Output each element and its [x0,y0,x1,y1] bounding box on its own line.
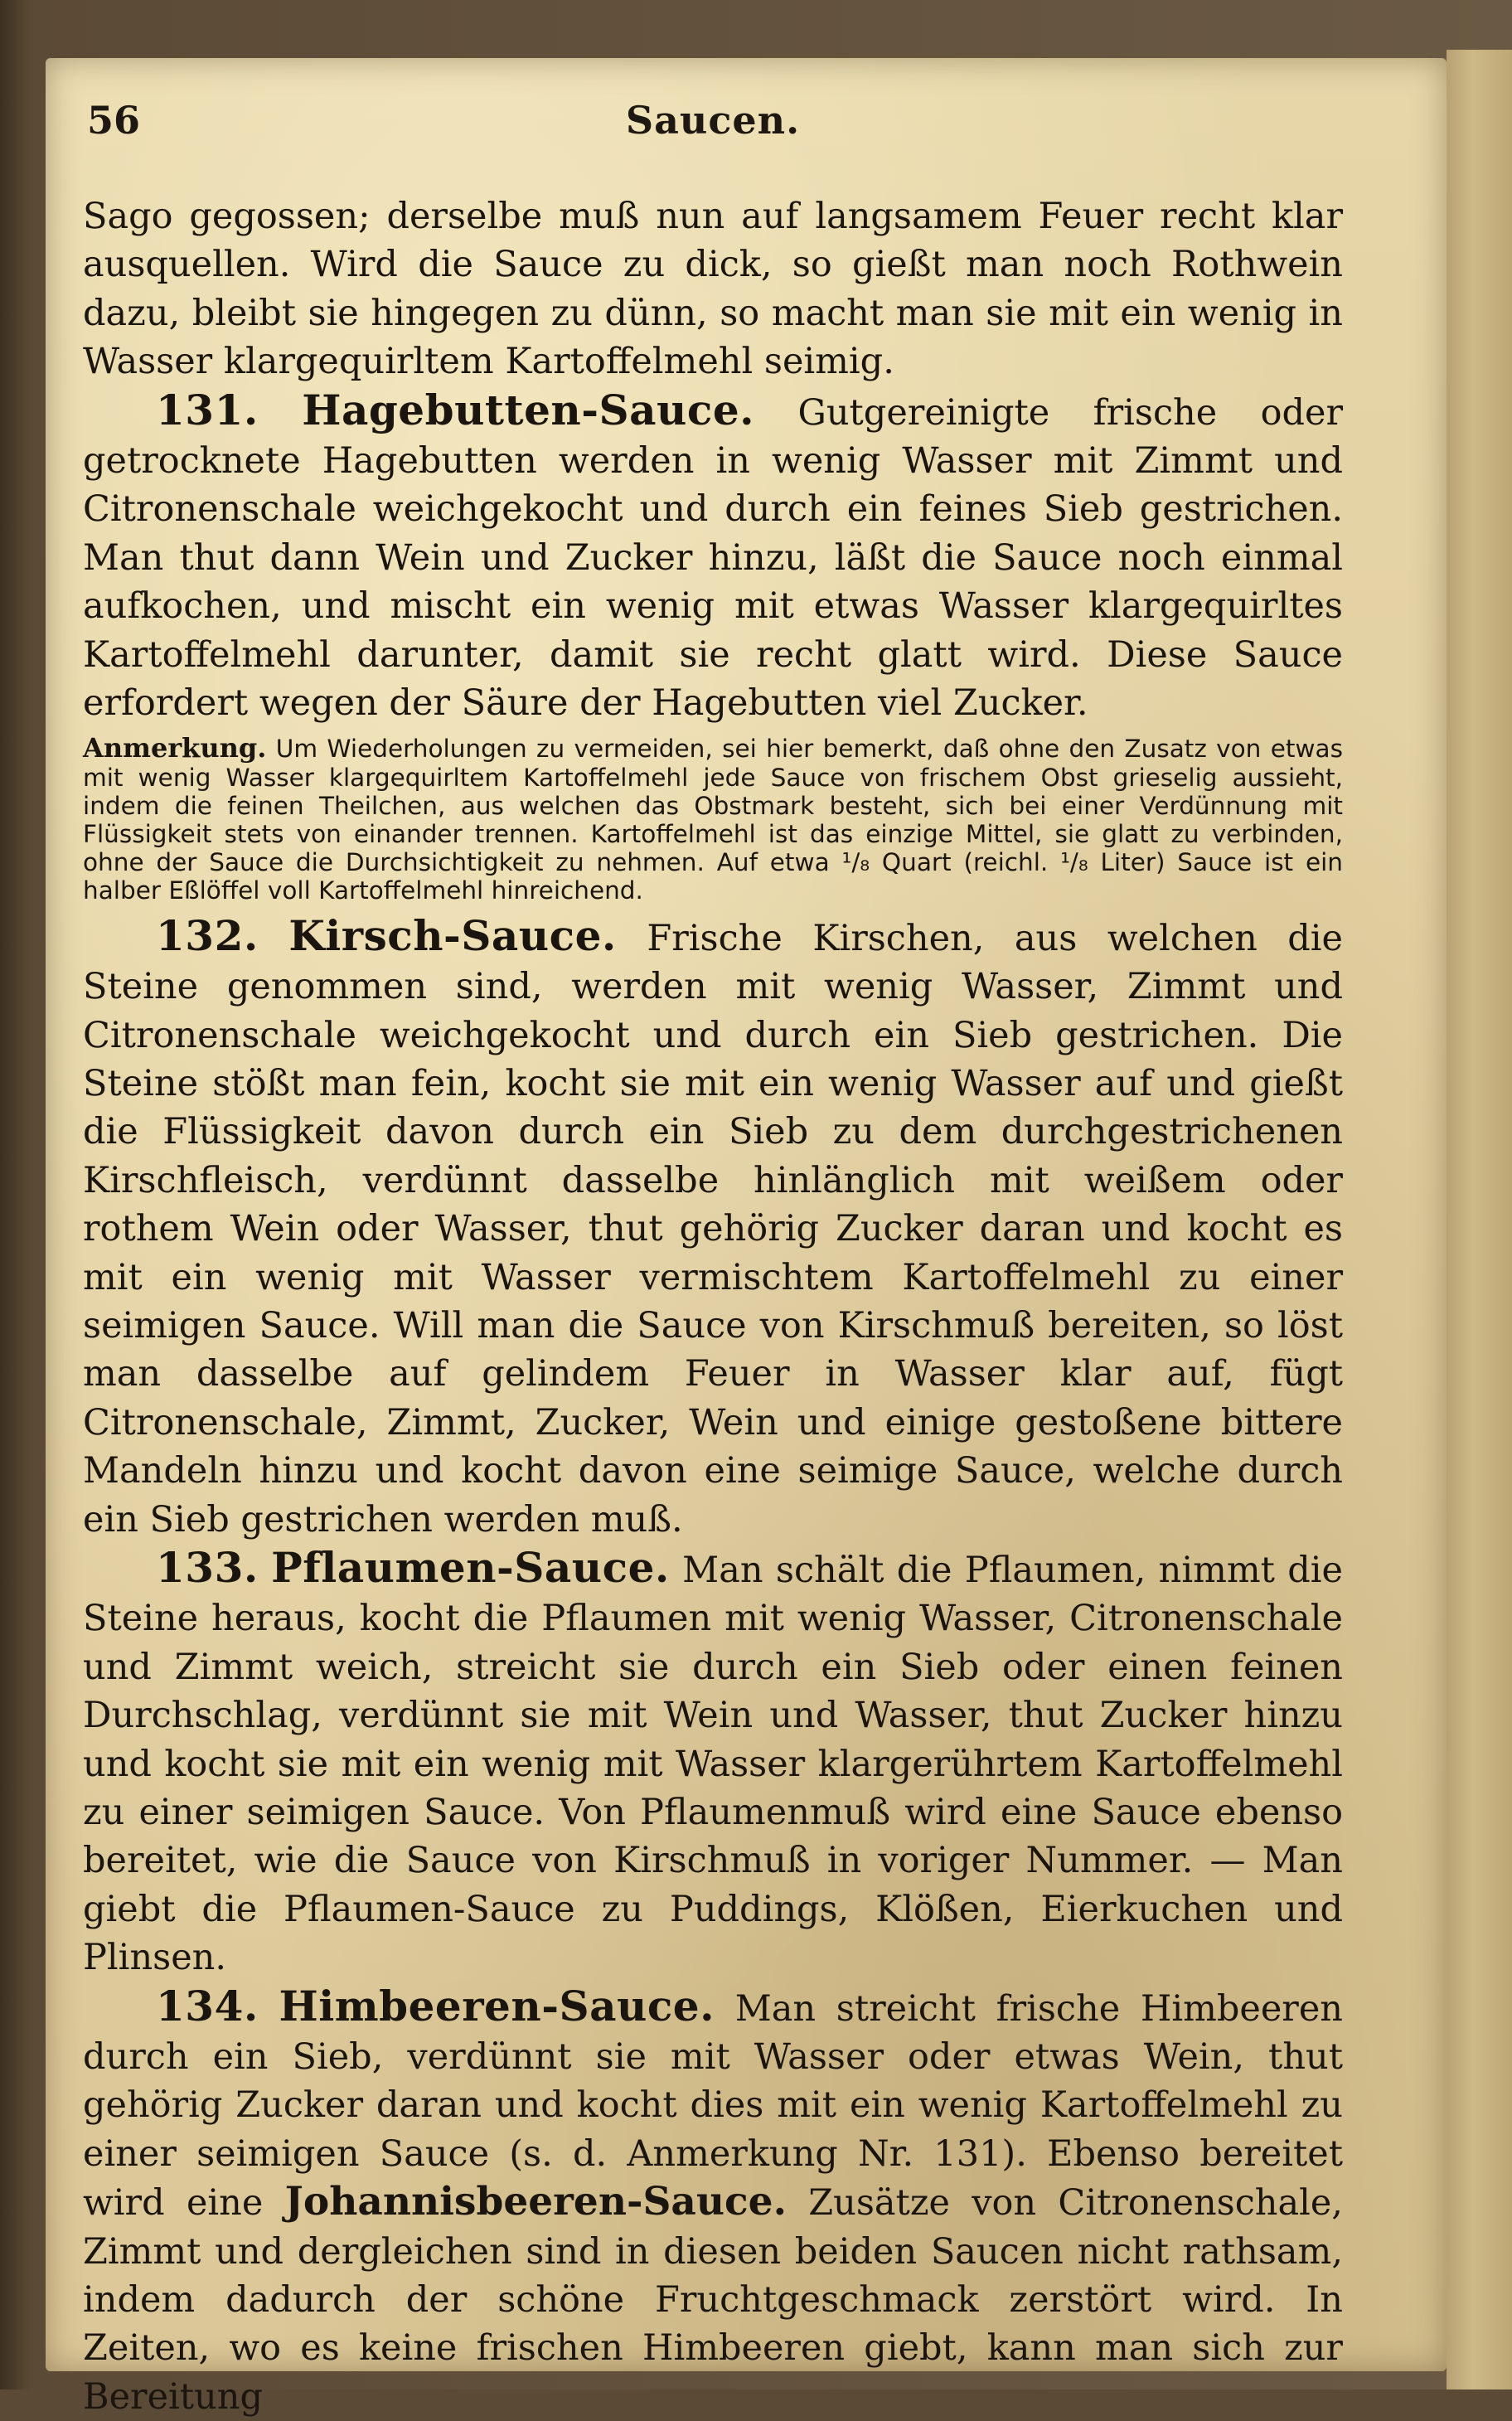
recipe-number: 131. [156,385,259,434]
recipe-title: Himbeeren-Sauce. [279,1981,715,2030]
recipe-number: 134. [156,1981,259,2030]
recipe-134 [83,1982,1343,2421]
recipe-132 [83,912,1343,1544]
running-head: Saucen. [625,98,801,143]
page-header [87,98,1339,156]
inline-recipe-title: Johannisbeeren-Sauce. [284,2179,787,2225]
recipe-text: Frische Kirschen, aus welchen die Steine genommen sind, werden mit wenig Wasser, Zimmt und Citronenschale weichgekocht und durch ein Sieb gestrichen. Die Steine stößt man fein, kocht sie mit ein wenig Wasser auf und gießt die Flüssigkeit davon durch ein Sieb zu dem durchgestrichenen Kirschfleisch, verdünnt dasselbe hinlänglich mit weißem oder rothem Wein oder Wasser, thut gehörig Zucker daran und kocht es mit ein wenig mit Wasser vermischtem Kartoffelmehl zu einer seimigen Sauce. Will man die Sauce von Kirschmuß bereiten, so löst man dasselbe auf gelindem Feuer in Wasser klar auf, fügt Citronenschale, Zimmt, Zucker, Wein und einige gestoßene bittere Mandeln hinzu und kocht davon eine seimige Sauce, welche durch ein Sieb gestrichen werden muß. [83,917,1344,1540]
recipe-133 [83,1544,1343,1982]
recipe-title: Kirsch-Sauce. [288,910,617,960]
page-body [83,192,1343,2421]
note-text: Um Wiederholungen zu vermeiden, sei hier bemerkt, daß ohne den Zusatz von etwas mit wenig Wasser klargequirltem Kartoffelmehl jede Sauce von frischem Obst grieselig aussieht, indem die feinen Theilchen, aus welchen das Obstmark besteht, sich bei einer Verdünnung mit Flüssigkeit stets von einander trennen. Kartoffelmehl ist das einzige Mittel, sie glatt zu verbinden, ohne der Sauce die Durchsichtigkeit zu nehmen. Auf etwa ¹/₈ Quart (reichl. ¹/₈ Liter) Sauce ist ein halber Eßlöffel voll Kartoffelmehl hinreichend. [83,735,1343,905]
recipe-title: Pflaumen-Sauce. [271,1542,670,1592]
recipe-text: Man streicht frische Himbeeren durch ein Sieb, verdünnt sie mit Wasser oder etwas Wein, thut gehörig Zucker daran und kocht dies mit ein wenig Kartoffelmehl zu einer seimigen Sauce (s. d. Anmerkung Nr. 131). Ebenso bereitet wird eine [83,1987,1343,2225]
recipe-number: 133. [156,1542,259,1592]
next-page-edge [1447,50,1512,2389]
recipe-text: Man schält die Pflaumen, nimmt die Steine heraus, kocht die Pflaumen mit wenig Wasser, Citronenschale und Zimmt weich, streicht sie durch ein Sieb oder einen feinen Durchschlag, verdünnt sie mit Wein und Wasser, thut Zucker hinzu und kocht sie mit ein wenig mit Wasser klargerührtem Kartoffelmehl zu einer seimigen Sauce. Von Pflaumenmuß wird eine Sauce ebenso bereitet, wie die Sauce von Kirschmuß in voriger Nummer. — Man giebt die Pflaumen-Sauce zu Puddings, Klößen, Eierkuchen und Plinsen. [83,1549,1343,1979]
recipe-131 [83,386,1343,728]
intro-paragraph: Sago gegossen; derselbe muß nun auf langsamem Feuer recht klar ausquellen. Wird die Sauce zu dick, so gießt man noch Rothwein dazu, bleibt sie hingegen zu dünn, so macht man sie mit ein wenig in Wasser klargequirltem Kartoffelmehl seimig. [83,196,1343,383]
recipe-text: Gutgereinigte frische oder getrocknete Hagebutten werden in wenig Wasser mit Zimmt und Citronenschale weichgekocht und durch ein feines Sieb gestrichen. Man thut dann Wein und Zucker hinzu, läßt die Sauce noch einmal aufkochen, und mischt ein wenig mit etwas Wasser klargequirltes Kartoffelmehl darunter, damit sie recht glatt wird. Diese Sauce erfordert wegen der Säure der Hagebutten viel Zucker. [83,391,1343,725]
recipe-title: Hagebutten-Sauce. [302,385,755,434]
footnote-anmerkung [83,734,1343,905]
page-number: 56 [87,98,141,143]
recipe-number: 132. [156,910,259,960]
note-label: Anmerkung. [83,732,267,764]
recipe-text-continued: Zusätze von Citronenschale, Zimmt und dergleichen sind in diesen beiden Saucen nicht rathsam, indem dadurch der schöne Fruchtgeschmack zerstört wird. In Zeiten, wo es keine frischen Himbeeren giebt, kann man sich zur Bereitung [83,2182,1343,2418]
